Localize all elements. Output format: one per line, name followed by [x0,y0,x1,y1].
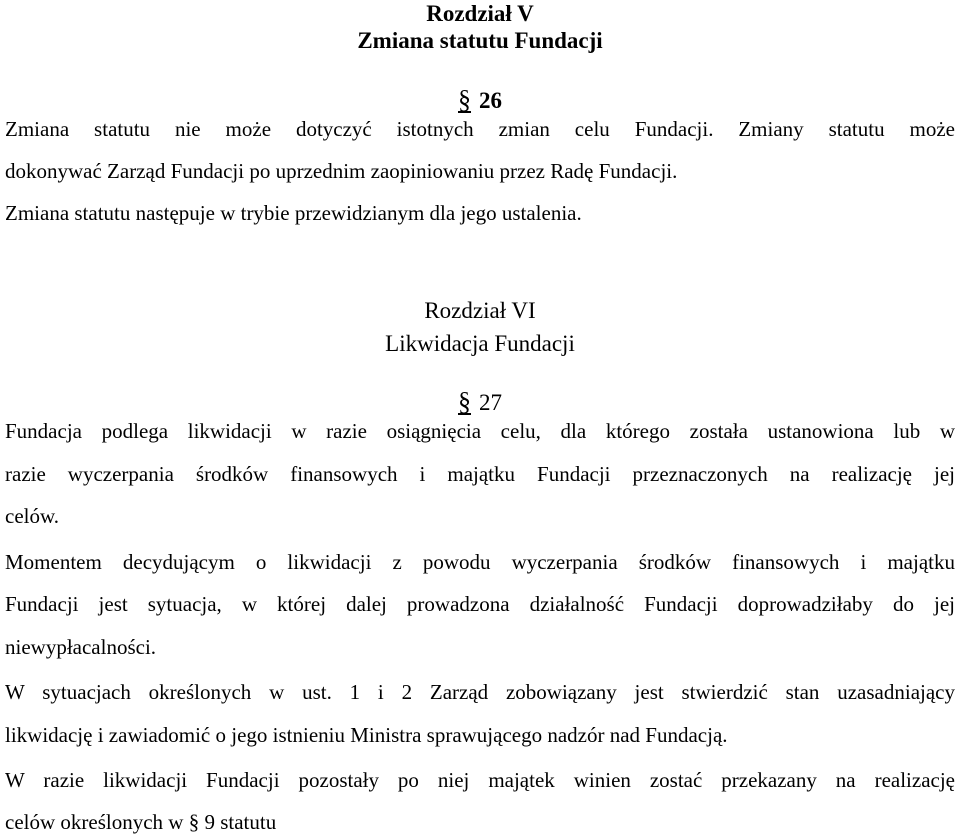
chapter-5-subtitle: Zmiana statutu Fundacji [357,28,603,53]
paragraph-26-heading [0,86,960,115]
chapter-6-line-10: celów określonych w § 9 statutu [5,810,277,834]
chapter-6-line-6: niewypłacalności. [5,635,157,659]
paragraph-27-heading [0,388,960,417]
chapter-6-title: Rozdział VI [424,298,536,323]
chapter-6-line-3: celów. [5,504,60,528]
chapter-6-line-9: W razie likwidacji Fundacji pozostały po niej majątek winien zostać przekazany na realizację [5,768,955,792]
paragraph-symbol: § [458,85,471,114]
chapter-6-line-1: Fundacja podlega likwidacji w razie osiągnięcia celu, dla którego została ustanowiona lub w [5,419,955,443]
chapter-6-line-7: W sytuacjach określonych w ust. 1 i 2 Zarząd zobowiązany jest stwierdzić stan uzasadniający [5,680,955,704]
chapter-6-line-4: Momentem decydującym o likwidacji z powodu wyczerpania środków finansowych i majątku [5,550,955,574]
paragraph-26-number: 26 [479,88,502,113]
chapter-5-line-3: Zmiana statutu następuje w trybie przewidzianym dla jego ustalenia. [5,201,582,225]
chapter-6-line-2: razie wyczerpania środków finansowych i majątku Fundacji przeznaczonych na realizację jej [5,462,955,486]
chapter-6-line-5: Fundacji jest sytuacja, w której dalej prowadzona działalność Fundacji doprowadziłaby do jej [5,592,955,616]
chapter-5-line-1: Zmiana statutu nie może dotyczyć istotnych zmian celu Fundacji. Zmiany statutu może [5,117,955,141]
chapter-5-line-2: dokonywać Zarząd Fundacji po uprzednim zaopiniowaniu przez Radę Fundacji. [5,159,678,183]
chapter-5-title: Rozdział V [426,1,534,26]
paragraph-symbol: § [458,387,471,416]
chapter-6-line-8: likwidację i zawiadomić o jego istnieniu Ministra sprawującego nadzór nad Fundacją. [5,723,728,747]
chapter-6-subtitle: Likwidacja Fundacji [385,331,575,356]
paragraph-27-number: 27 [479,390,502,415]
